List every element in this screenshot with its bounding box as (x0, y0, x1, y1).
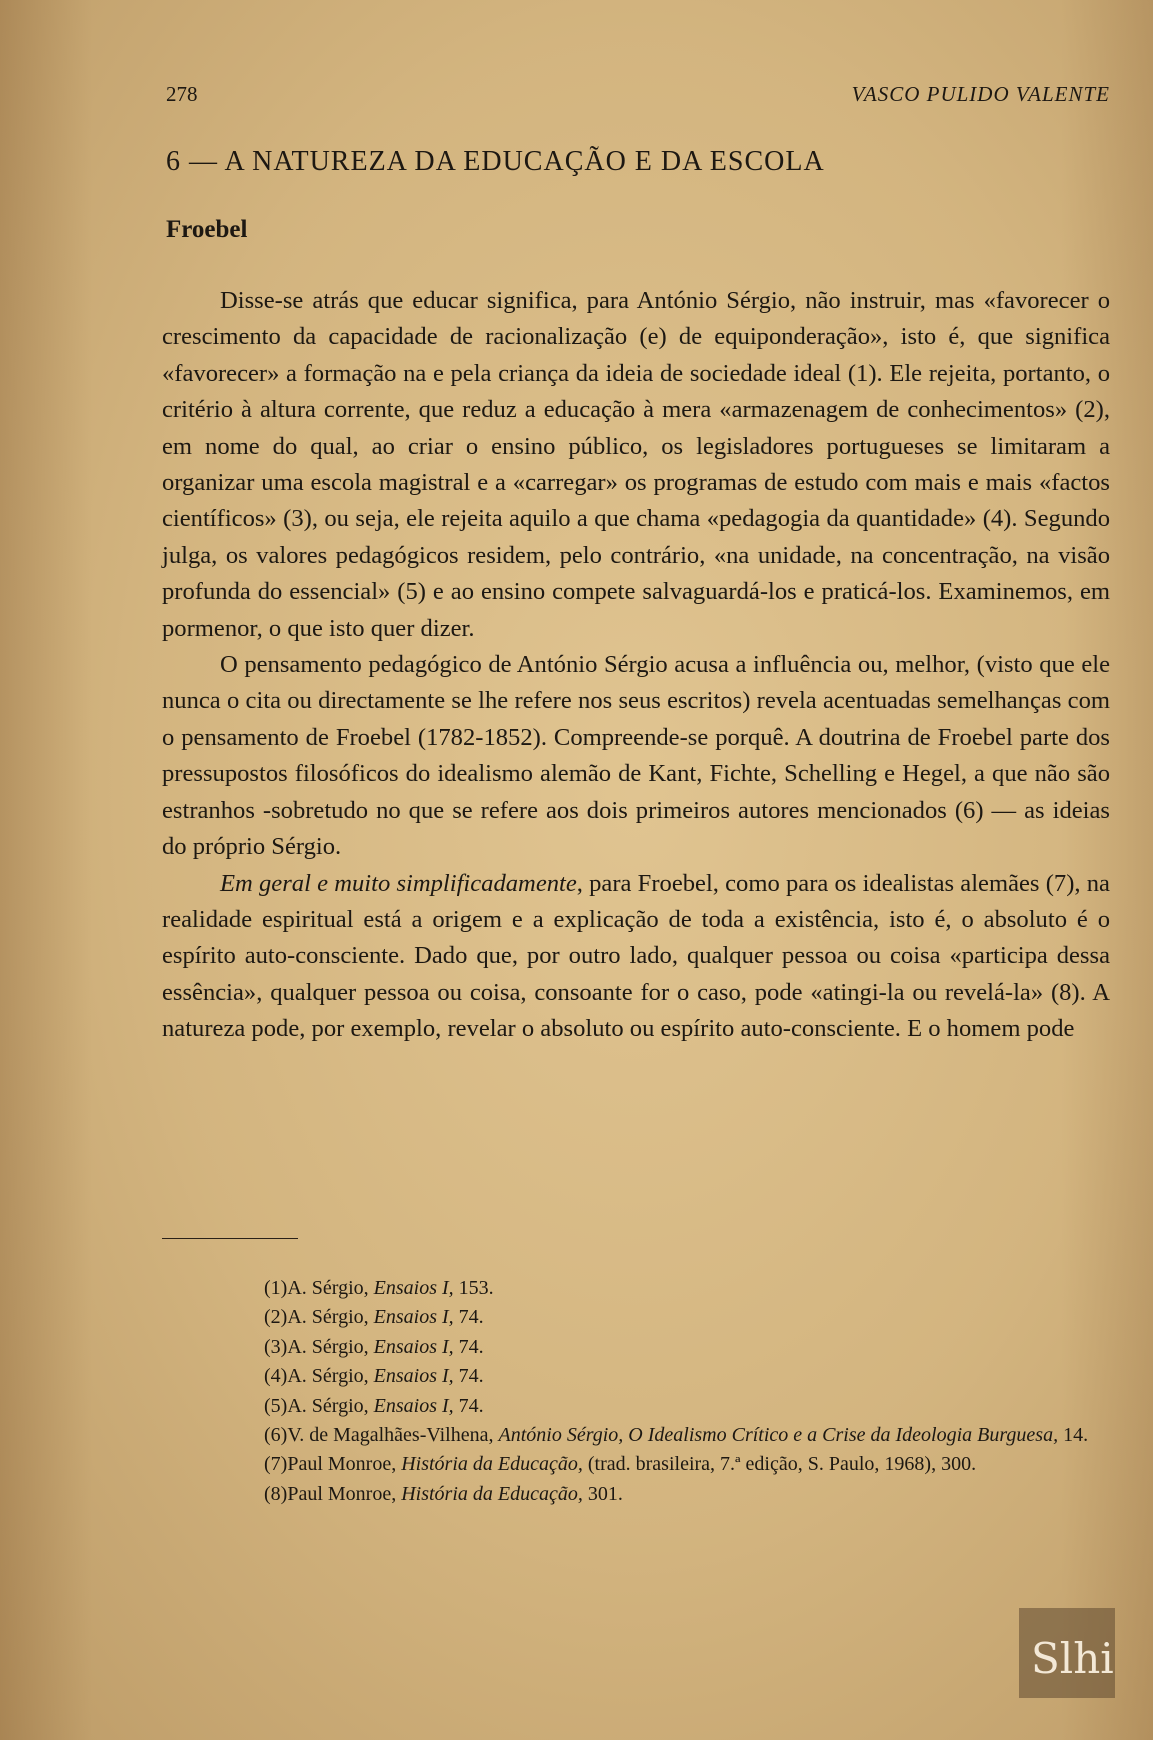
footnote-number: (4) (264, 1365, 288, 1388)
text-run: , ou seja, ele rejeita aquilo a que chama «pedagogia da quantidade» (311, 505, 983, 533)
text-run: . Ele rejeita, portanto, o critério à altura corrente, que reduz a educação à mera «armazenagem de conhecimentos» (162, 359, 1110, 424)
text-run: A. Sérgio, (287, 1306, 374, 1329)
section-title: 6 — A NATUREZA DA EDUCAÇÃO E DA ESCOLA (166, 146, 825, 177)
text-run: V. de Magalhães-Vilhena, (287, 1424, 499, 1447)
footnote (152, 1362, 1104, 1391)
footnote-separator (162, 1238, 298, 1239)
text-run: (trad. brasileira, 7.ª edição, S. Paulo, 1968), 300. (582, 1453, 977, 1476)
footnote (152, 1274, 1104, 1303)
text-run: , em nome do qual, ao criar o ensino público, os legisladores portugueses se limitaram a organizar uma escola magistral e a «carregar» os programas de estudo com mais e mais «factos científicos» (162, 396, 1110, 533)
footnote (152, 1421, 1104, 1450)
footnote (152, 1333, 1104, 1362)
footnote-ref: (8) (1050, 978, 1080, 1006)
footnote (152, 1480, 1104, 1509)
italic-text: Ensaios I, (373, 1365, 454, 1388)
body-text (162, 283, 1110, 1048)
footnote-ref: (5) (397, 578, 426, 606)
footnote (152, 1392, 1104, 1421)
italic-text: História da Educação, (401, 1453, 583, 1476)
text-run: 14. (1058, 1424, 1089, 1447)
footnote-ref: (7) (1045, 869, 1075, 897)
footnote-ref: (4) (982, 505, 1012, 533)
text-run: Paul Monroe, (287, 1482, 402, 1505)
page-number: 278 (166, 82, 198, 106)
text-run: O pensamento pedagógico de António Sérgio acusa a influência ou, melhor, (visto que ele nunca o cita ou directamente se lhe refere nos seus escritos) revela acentuadas semelhanças com o pensamento de Froebel (1782-1852). Compreende-se porquê. A doutrina de Froebel parte dos pressupostos filosóficos do idealismo alemão de Kant, Fichte, Schelling e Hegel, a que não são estranhos -sobretudo no que se refere aos dois primeiros autores mencionados (162, 651, 1110, 824)
text-run: 74. (453, 1306, 484, 1329)
paragraph (162, 866, 1110, 1048)
text-run: Disse-se atrás que educar significa, para António Sérgio, não instruir, mas «favorecer o crescimento da capacidade de racionalização (e) de equiponderação», isto é, que significa «favorecer» a formação na e pela criança da ideia de sociedade ideal (162, 287, 1110, 387)
text-run: 74. (453, 1394, 484, 1417)
paragraph (162, 647, 1110, 865)
footnotes (152, 1274, 1104, 1509)
text-run: — as ideias do próprio Sérgio. (162, 796, 1110, 861)
footnote-number: (5) (264, 1394, 288, 1417)
footnote-number: (3) (264, 1335, 288, 1358)
running-head: VASCO PULIDO VALENTE (851, 82, 1110, 106)
footnote-ref: (1) (847, 359, 877, 387)
text-run: , para Froebel, como para os idealistas alemães (576, 869, 1046, 897)
footnote-ref: (6) (954, 796, 984, 824)
footnote (152, 1450, 1104, 1479)
italic-text: História da Educação, (401, 1482, 583, 1505)
italic-text: Em geral e muito simplificadamente (220, 869, 577, 897)
italic-text: António Sérgio, O Idealismo Crítico e a Crise da Ideologia Burguesa, (498, 1424, 1059, 1447)
italic-text: Ensaios I, (373, 1306, 454, 1329)
italic-text: Ensaios I, (373, 1394, 454, 1417)
text-run: , na realidade espiritual está a origem e a explicação de toda a existência, isto é, o absoluto é o espírito auto-consciente. Dado que, por outro lado, qualquer pessoa ou coisa «participa dessa essência», qualquer pessoa ou coisa, consoante for o caso, pode «atingi-la ou revelá-la» (162, 869, 1110, 1006)
text-run: A. Sérgio, (287, 1394, 374, 1417)
text-run: . A natureza pode, por exemplo, revelar o absoluto ou espírito auto-consciente. E o homem pode (162, 978, 1110, 1043)
text-run: 301. (582, 1482, 623, 1505)
page-header (166, 82, 1110, 112)
italic-text: Ensaios I, (373, 1335, 454, 1358)
text-run: Paul Monroe, (287, 1453, 402, 1476)
text-run: e ao ensino compete salvaguardá-los e praticá-los. Examinemos, em pormenor, o que isto quer dizer. (162, 578, 1110, 642)
footnote-number: (7) (264, 1453, 288, 1476)
text-run: A. Sérgio, (287, 1335, 374, 1358)
subheading: Froebel (166, 216, 248, 243)
logo-text: Slhi (1031, 1634, 1114, 1683)
text-run: 74. (453, 1365, 484, 1388)
text-run: A. Sérgio, (287, 1277, 374, 1299)
footnote-ref: (2) (1075, 396, 1104, 424)
text-run: 74. (453, 1335, 484, 1358)
text-run: . Segundo julga, os valores pedagógicos residem, pelo contrário, «na unidade, na concentração, na visão profunda do essencial» (162, 505, 1110, 606)
italic-text: Ensaios I, (373, 1277, 454, 1299)
publisher-logo (1019, 1608, 1115, 1698)
footnote (152, 1303, 1104, 1332)
footnote-number: (1) (264, 1277, 288, 1299)
footnote-number: (2) (264, 1306, 288, 1329)
text-run: A. Sérgio, (287, 1365, 374, 1388)
footnote-number: (6) (264, 1424, 288, 1447)
text-run: 153. (453, 1277, 494, 1299)
footnote-ref: (3) (283, 505, 312, 533)
footnote-number: (8) (264, 1482, 288, 1505)
paragraph (162, 283, 1110, 647)
